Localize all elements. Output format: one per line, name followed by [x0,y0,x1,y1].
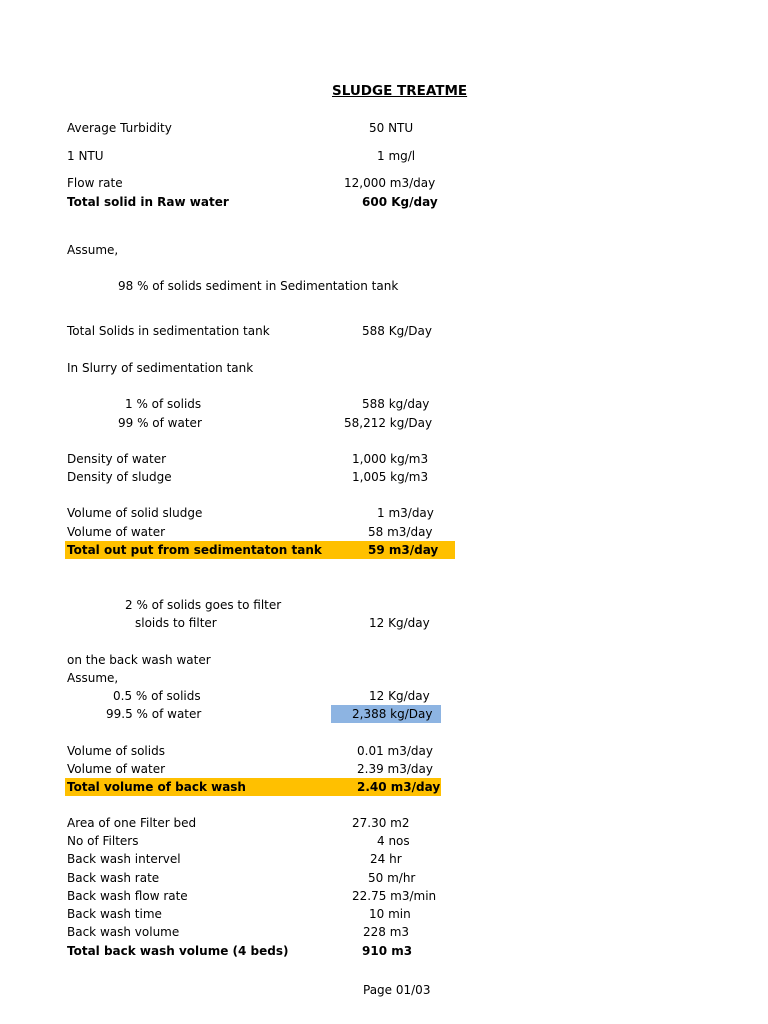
label-solids-05pct: 0.5 % of solids [113,689,201,703]
value-solids-05pct: 12 Kg/day [369,689,430,703]
value-bw-flow-rate: 22.75 m3/min [352,889,437,903]
label-solids-to-filter: sloids to filter [135,616,217,630]
label-water-99pct: 99 % of water [118,416,202,430]
label-avg-turbidity: Average Turbidity [67,121,172,135]
label-solids-1pct: 1 % of solids [125,397,202,411]
label-vol-solids: Volume of solids [67,744,165,758]
value-solids-to-filter: 12 Kg/day [369,616,430,630]
value-solids-1pct: 588 kg/day [362,397,430,411]
value-total-vol-backwash: 2.40 m3/day [357,780,441,794]
value-num-filters: 4 nos [377,834,410,848]
label-sed-pct: 98 % of solids sediment in Sedimentation tank [118,279,399,293]
value-vol-water-2: 2.39 m3/day [357,762,433,776]
label-vol-solid-sludge: Volume of solid sludge [67,506,203,520]
label-bw-flow-rate: Back wash flow rate [67,889,188,903]
label-total-vol-backwash: Total volume of back wash [67,780,246,794]
label-total-bw-volume: Total back wash volume (4 beds) [67,944,289,958]
label-bw-interval: Back wash intervel [67,852,181,866]
label-filter-area: Area of one Filter bed [67,816,197,830]
label-total-output-sed: Total out put from sedimentaton tank [67,543,322,557]
label-assume-2: Assume, [67,671,119,685]
label-bw-time: Back wash time [67,907,162,921]
value-flow-rate: 12,000 m3/day [344,176,436,190]
value-bw-volume: 228 m3 [363,925,410,939]
label-total-solids-sed: Total Solids in sedimentation tank [67,324,270,338]
value-total-solid-raw: 600 Kg/day [362,195,438,209]
value-filter-area: 27.30 m2 [352,816,410,830]
value-avg-turbidity: 50 NTU [369,121,414,135]
label-bw-rate: Back wash rate [67,871,160,885]
value-total-bw-volume: 910 m3 [362,944,413,958]
label-slurry: In Slurry of sedimentation tank [67,361,254,375]
label-num-filters: No of Filters [67,834,139,848]
value-vol-water: 58 m3/day [368,525,433,539]
value-water-995pct: 2,388 kg/Day [352,707,433,721]
label-density-sludge: Density of sludge [67,470,172,484]
label-density-water: Density of water [67,452,167,466]
value-bw-rate: 50 m/hr [368,871,416,885]
label-assume-1: Assume, [67,243,119,257]
label-vol-water-2: Volume of water [67,762,166,776]
label-vol-water: Volume of water [67,525,166,539]
page-number: Page 01/03 [363,983,431,997]
value-bw-interval: 24 hr [370,852,402,866]
label-ntu: 1 NTU [67,149,104,163]
value-total-solids-sed: 588 Kg/Day [362,324,432,338]
value-ntu: 1 mg/l [377,149,416,163]
label-backwash-water: on the back wash water [67,653,211,667]
value-density-water: 1,000 kg/m3 [352,452,429,466]
value-total-output-sed: 59 m3/day [368,543,439,557]
value-vol-solids: 0.01 m3/day [357,744,433,758]
value-bw-time: 10 min [369,907,411,921]
label-total-solid-raw: Total solid in Raw water [67,195,229,209]
label-water-995pct: 99.5 % of water [106,707,202,721]
label-filter-pct: 2 % of solids goes to filter [125,598,282,612]
page-title: SLUDGE TREATME [332,83,468,99]
label-bw-volume: Back wash volume [67,925,180,939]
value-water-99pct: 58,212 kg/Day [344,416,433,430]
label-flow-rate: Flow rate [67,176,123,190]
value-vol-solid-sludge: 1 m3/day [377,506,434,520]
value-density-sludge: 1,005 kg/m3 [352,470,429,484]
